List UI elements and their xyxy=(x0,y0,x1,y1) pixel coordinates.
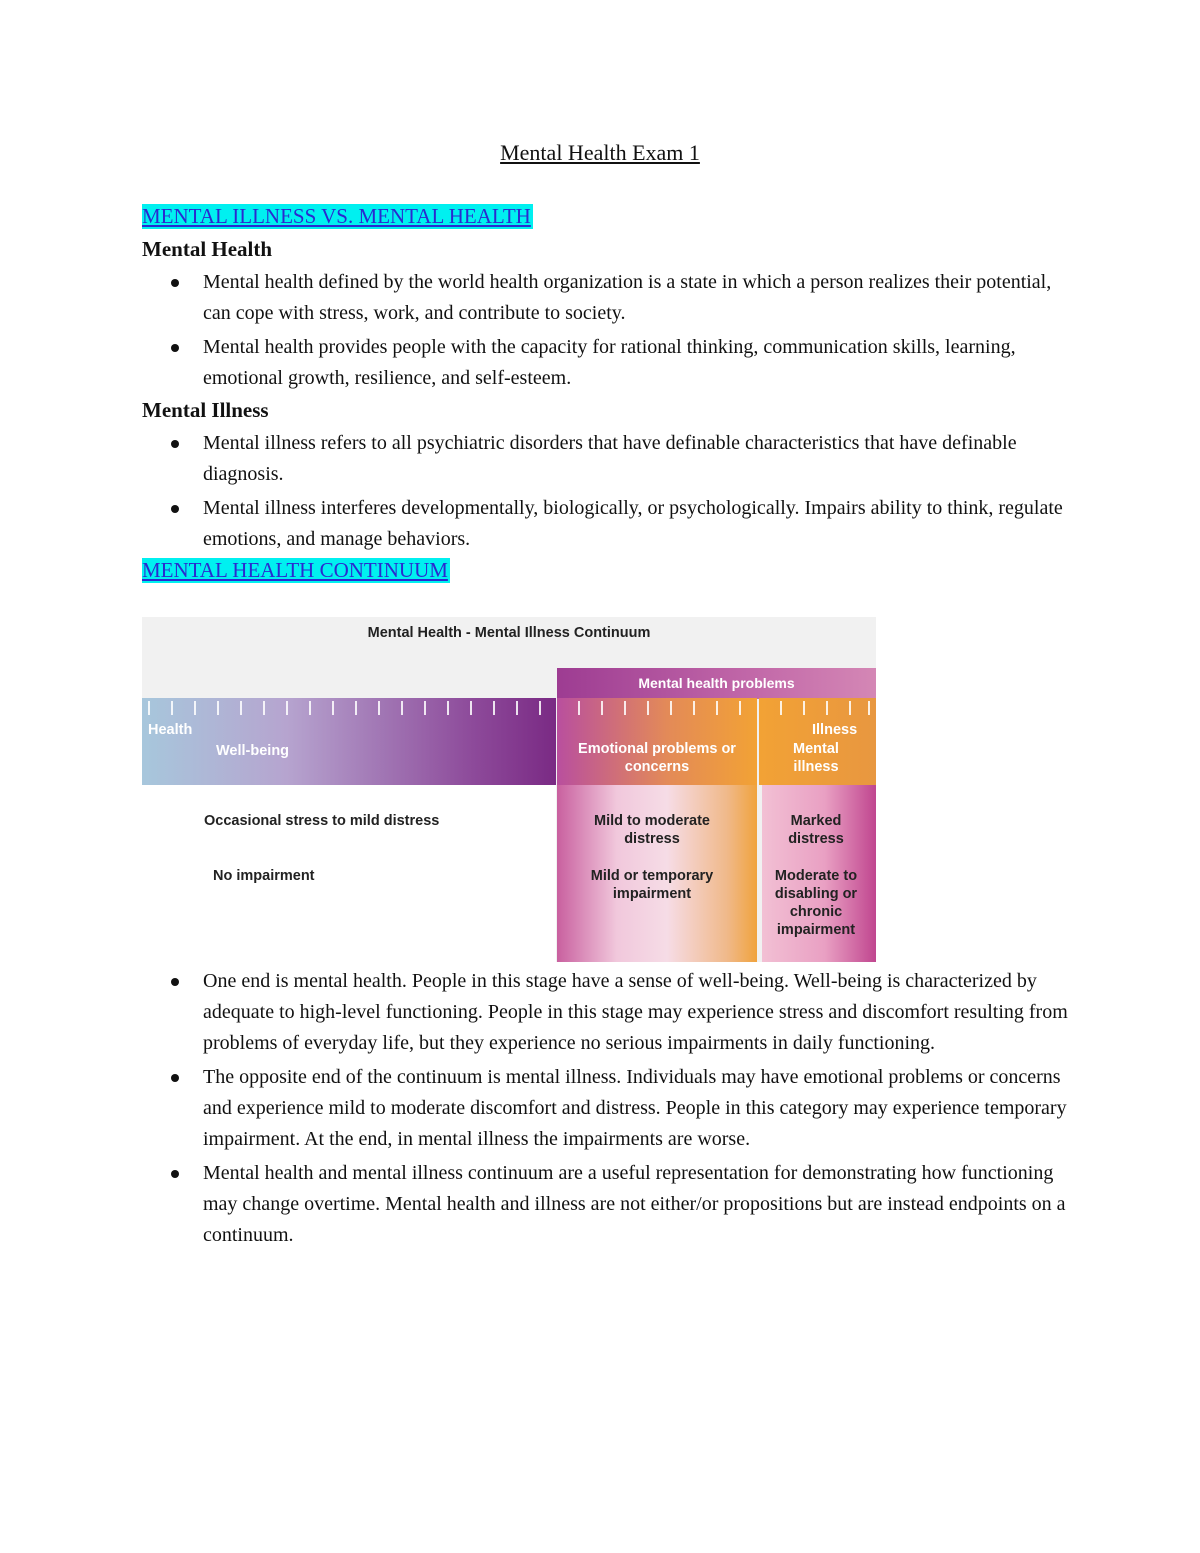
list-item: Mental health provides people with the capacity for rational thinking, communication skills, learning, emotional growth, resilience, and self-esteem. xyxy=(142,332,1072,394)
document-title: Mental Health Exam 1 xyxy=(500,140,700,165)
mental-health-list xyxy=(142,267,1072,397)
right-row2-text: Moderate to disabling or chronic impairment xyxy=(774,868,858,938)
left-row1-text: Occasional stress to mild distress xyxy=(204,813,440,829)
mental-health-problems-band: Mental health problems xyxy=(557,668,876,699)
continuum-list xyxy=(142,966,1072,1254)
section-heading-continuum: MENTAL HEALTH CONTINUUM xyxy=(142,558,448,582)
list-item: Mental health and mental illness continuum are a useful representation for demonstrating how functioning may change overtime. Mental health and illness are not either/or propositions but are instead endpoints on a continuum. xyxy=(142,1158,1072,1251)
middle-row2-text: Mild or temporary impairment xyxy=(590,868,714,902)
list-item: Mental health defined by the world health organization is a state in which a person realizes their potential, can cope with stress, work, and contribute to society. xyxy=(142,267,1072,329)
mental-illness-list xyxy=(142,428,1072,558)
list-item: One end is mental health. People in this stage have a sense of well-being. Well-being is characterized by adequate to high-level functioning. People in this stage may experience stress and discomfort resulting from problems of everyday life, but they experience no serious impairments in daily functioning. xyxy=(142,966,1072,1059)
health-label: Health xyxy=(148,722,193,738)
diagram-title: Mental Health - Mental Illness Continuum xyxy=(367,625,651,641)
wellbeing-label: Well-being xyxy=(216,743,290,759)
mental-illness-label: Mental illness xyxy=(793,741,839,775)
emotional-problems-label: Emotional problems or concerns xyxy=(578,741,736,775)
list-item: Mental illness refers to all psychiatric disorders that have definable characteristics that have definable diagnosis. xyxy=(142,428,1072,490)
left-row2-text: No impairment xyxy=(213,868,315,884)
subheading-mental-illness: Mental Illness xyxy=(142,398,269,422)
list-item: Mental illness interferes developmentally, biologically, or psychologically. Impairs ability to think, regulate emotions, and manage behaviors. xyxy=(142,493,1072,555)
right-row1-text: Marked distress xyxy=(788,813,844,847)
continuum-diagram xyxy=(142,617,876,962)
section-heading-illness-vs-health: MENTAL ILLNESS VS. MENTAL HEALTH xyxy=(142,204,531,228)
subheading-mental-health: Mental Health xyxy=(142,237,273,261)
illness-label: Illness xyxy=(812,722,858,738)
middle-row1-text: Mild to moderate distress xyxy=(593,813,710,847)
list-item: The opposite end of the continuum is mental illness. Individuals may have emotional problems or concerns and experience mild to moderate discomfort and distress. People in this category may experience temporary impairment. At the end, in mental illness the impairments are worse. xyxy=(142,1062,1072,1155)
